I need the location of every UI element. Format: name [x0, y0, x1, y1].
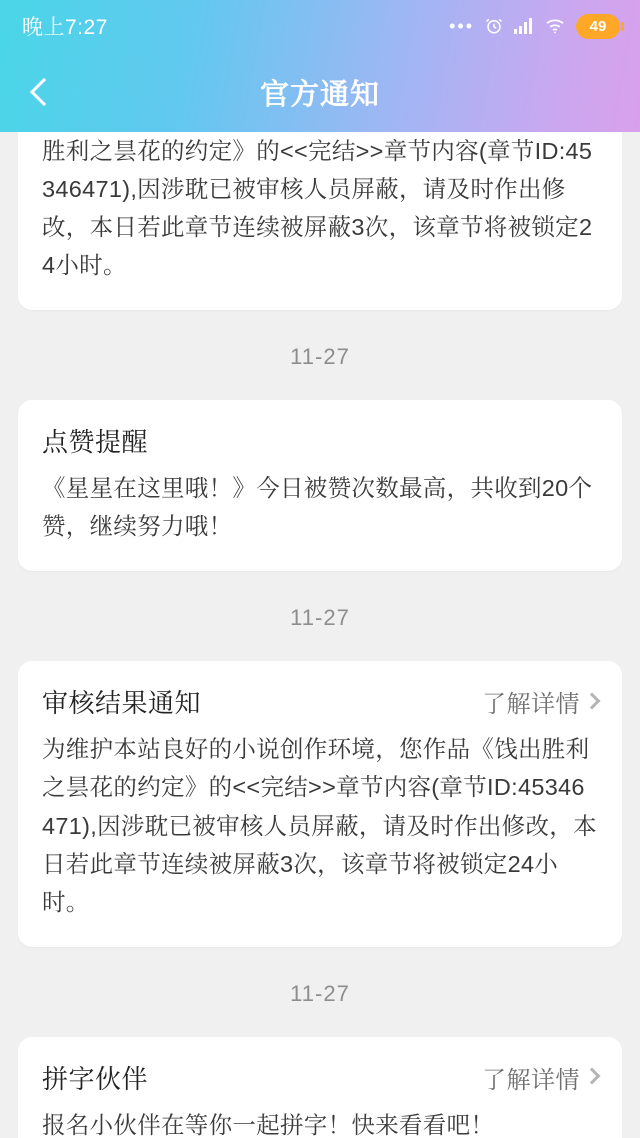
details-link[interactable]: [482, 684, 598, 719]
page-title: 官方通知: [259, 78, 380, 111]
status-bar: [0, 0, 640, 52]
notification-body: 报名小伙伴在等你一起拼字！快来看看吧！: [42, 1111, 495, 1138]
navigation-bar: [0, 52, 640, 132]
date-separator: 11-27: [290, 344, 350, 370]
notification-card-spell-partner[interactable]: [18, 1037, 622, 1138]
alarm-icon: [485, 17, 503, 35]
notification-header: [42, 1059, 598, 1096]
battery-badge: 49: [576, 14, 620, 39]
notification-card-like-reminder[interactable]: [18, 400, 622, 571]
notification-header: [42, 422, 598, 459]
notification-header: [42, 683, 598, 720]
notification-body: 胜利之昙花的约定》的<<完结>>章节内容(章节ID:45346471),因涉耽已被审核人员屏蔽，请及时作出修改，本日若此章节连续被屏蔽3次，该章节将被锁定24小时。: [42, 138, 593, 279]
chevron-right-icon: [584, 1068, 601, 1085]
more-dots-icon: •••: [449, 16, 474, 36]
details-link[interactable]: [482, 1060, 598, 1095]
notification-card-audit-result[interactable]: [18, 661, 622, 946]
app-header: [0, 0, 640, 132]
wifi-icon: [545, 18, 565, 34]
chevron-right-icon: [584, 692, 601, 709]
notification-body: 为维护本站良好的小说创作环境，您作品《饯出胜利之昙花的约定》的<<完结>>章节内容(章节ID:45346471),因涉耽已被审核人员屏蔽，请及时作出修改，本日若此章节连续被屏蔽3次，该章节将被锁定24小时。: [42, 736, 597, 915]
notification-list[interactable]: [0, 132, 640, 1138]
date-separator: 11-27: [290, 605, 350, 631]
back-chevron-icon: [30, 78, 58, 106]
signal-icon: [514, 18, 534, 34]
notification-title: 点赞提醒: [42, 427, 149, 458]
status-icons: [449, 14, 620, 39]
details-link-label: 了解详情: [482, 1066, 580, 1094]
status-time: 晚上7:27: [22, 16, 108, 39]
notification-title: 审核结果通知: [42, 688, 202, 719]
notification-title: 拼字伙伴: [42, 1063, 149, 1094]
details-link-label: 了解详情: [482, 691, 580, 719]
notification-body: 《星星在这里哦！》今日被赞次数最高，共收到20个赞，继续努力哦！: [42, 475, 593, 540]
notification-card-partial[interactable]: [18, 132, 622, 310]
back-button[interactable]: [16, 52, 72, 132]
date-separator: 11-27: [290, 980, 350, 1006]
